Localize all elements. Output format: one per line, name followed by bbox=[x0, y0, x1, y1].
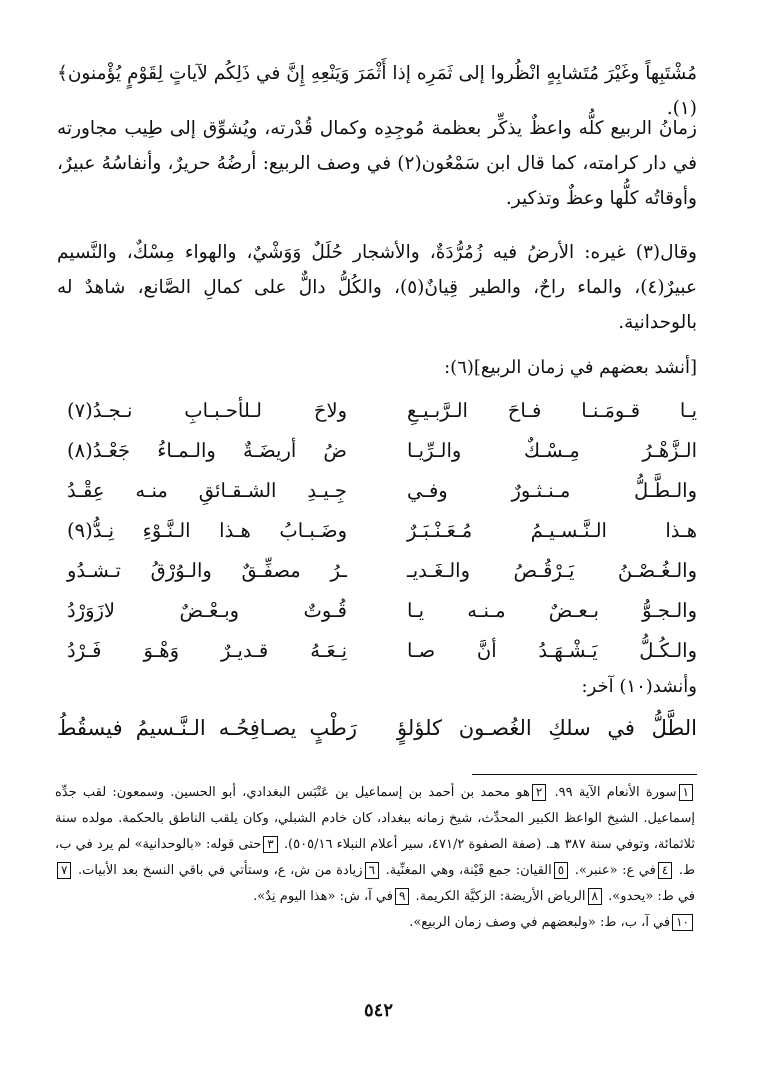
verse bbox=[57, 395, 697, 435]
footnote-marker: ٦ bbox=[365, 862, 379, 879]
verse-second-hemistich: جِـيـدِ الشـقـائقِ منـه عِقْـدُ bbox=[67, 479, 347, 502]
footnote-marker: ٤ bbox=[658, 862, 672, 879]
verse-second-hemistich: ضُ أريضَـةٌ والـمـاءُ جَعْـدُ(٨) bbox=[67, 439, 347, 462]
verse-second-hemistich: ـرُ مصفِّـقٌ والـوُرْقُ تـشـدُو bbox=[67, 559, 347, 582]
poem-intro: [أنشد بعضهم في زمان الربيع](٦): bbox=[444, 357, 697, 378]
verse-second-hemistich: قُـوتٌ وبـعْـضٌ لازَوَرْدُ bbox=[67, 599, 347, 622]
footnote-text: هو محمد بن أحمد بن إسماعيل بن عَنْبَس البغدادي، أبو الحسين. وسمعون: لقب جدِّه إسماعيل. الشيخ الواعظ الكبير المحدِّث، شيخ زمانه ببغداد، كان خادم الشبلي، وكان يلقب الناطق بالحكمة. مولده سنة ثلاثمائة، وتوفي سنة ٣٨٧ هـ. (صفة الصفوة ٤٧١/٢، سير أعلام النبلاء ٥٠٥/١٦). bbox=[55, 785, 695, 852]
second-poem-verse bbox=[57, 712, 697, 756]
footnote-text: في آ، ش: «هذا اليوم نِدٌ». bbox=[253, 889, 393, 904]
footnote-text: في آ، ب، ط: «ولبعضهم في وصف زمان الربيع». bbox=[409, 915, 671, 930]
footnote-marker: ٣ bbox=[263, 836, 277, 853]
footnote-marker: ٨ bbox=[588, 888, 602, 905]
footnote-marker: ١ bbox=[679, 784, 693, 801]
footnote-marker: ١٠ bbox=[672, 914, 693, 931]
footnote-marker: ٧ bbox=[57, 862, 71, 879]
footnote-marker: ٩ bbox=[395, 888, 409, 905]
verse-second-hemistich: رَطْبٍ يصـافِحُـه الـنَّـسيمُ فيسقُطُ bbox=[57, 716, 357, 740]
second-poem-intro: وأنشد(١٠) آخر: bbox=[581, 676, 697, 697]
other-saying-paragraph: وقال(٣) غيره: الأرضُ فيه زُمُرُّدَةٌ، والأشجار حُلَلٌ وَوَشْيٌ، والهواء مِسْكٌ، والنَّسيم عبيرٌ(٤)، والماء راحٌ، والطير قِيانٌ(٥)، والكُلُّ دالٌّ على كمالِ الصَّانع، شاهدٌ له بالوحدانية. bbox=[57, 242, 698, 333]
footnotes bbox=[55, 780, 695, 936]
verse bbox=[57, 635, 697, 675]
verse-first-hemistich: والـغُـصْـنُ يَـرْقُـصُ والـغَـديـ bbox=[407, 559, 697, 582]
footnote-separator bbox=[472, 774, 697, 775]
verse-second-hemistich: وضَـبـابُ هـذا الـنَّـوْءِ نِـدُّ(٩) bbox=[67, 519, 347, 542]
poem bbox=[57, 395, 697, 675]
verse-first-hemistich: والـكُـلُّ يَـشْـهَـدُ أنَّ صـا bbox=[407, 639, 697, 662]
verse-first-hemistich: يـا قـومَـنـا فـاحَ الـرَّبـيـعِ bbox=[407, 399, 697, 422]
verse bbox=[57, 555, 697, 595]
verse-first-hemistich: هـذا الـنَّـسـيـمُ مُـعَـنْـبَـرٌ bbox=[407, 519, 697, 542]
verse-first-hemistich: الطَّلُّ في سلكِ الغُصـون كلؤلؤٍ bbox=[397, 716, 697, 740]
verse bbox=[57, 515, 697, 555]
spring-paragraph: زمانُ الربيع كلُّه واعظٌ يذكِّر بعظمة مُوجِدِه وكمال قُدْرته، ويُشوِّق إلى طِيب مجاورته في دار كرامته، كما قال ابن سَمْعُون(٢) في وصف الربيع: أرضُهُ حريرٌ، وأنفاسُهُ عبيرٌ، وأوقاتُه كلُّها وعظٌ وتذكير. bbox=[57, 118, 697, 209]
verse-second-hemistich: ولاحَ لـلأحـبـابِ نـجـدُ(٧) bbox=[67, 399, 347, 422]
verse-second-hemistich: نِـعَـهُ قـديـرٌ وَهْـوَ فَـرْدُ bbox=[67, 639, 347, 662]
verse-first-hemistich: والـجـوُّ بـعـضٌ مـنـه يـا bbox=[407, 599, 697, 622]
footnote-text: في ط: «يحدو». bbox=[608, 889, 695, 904]
verse bbox=[57, 595, 697, 635]
verse-first-hemistich: والـطَّـلُّ مـنـثـورٌ وفـي bbox=[407, 479, 697, 502]
quran-verse-tail: مُشْتَبِهاً وغَيْرَ مُتَشابِهٍ انْظُروا إلى ثَمَرِه إذا أَثْمَرَ وَيَنْعِهِ إِنَّ في ذَلِكُم لآياتٍ لِقَوْمٍ يُؤْمنون﴾(١). bbox=[57, 63, 698, 119]
footnote-text: زيادة من ش، ع، وستأتي في باقي النسخ بعد الأبيات. bbox=[78, 863, 363, 878]
footnote-marker: ٢ bbox=[532, 784, 546, 801]
verse-first-hemistich: الـزَّهْـرُ مِـسْـكٌ والـرِّيـا bbox=[407, 439, 697, 462]
footnote-text: الرياض الأريضة: الزكيَّة الكريمة. bbox=[415, 889, 586, 904]
verse bbox=[57, 435, 697, 475]
page-number: ٥٤٢ bbox=[363, 1000, 393, 1021]
verse bbox=[57, 475, 697, 515]
footnote-text: في ع: «عنبر». bbox=[574, 863, 656, 878]
footnote-text: القيان: جمع قَيْنة، وهي المغنِّية. bbox=[385, 863, 552, 878]
footnote-text: حتى قوله: «بالوحدانية» لم يرد في ب، ط. bbox=[55, 837, 696, 878]
footnote-text: سورة الأنعام الآية ٩٩. bbox=[554, 785, 677, 800]
footnote-marker: ٥ bbox=[554, 862, 568, 879]
